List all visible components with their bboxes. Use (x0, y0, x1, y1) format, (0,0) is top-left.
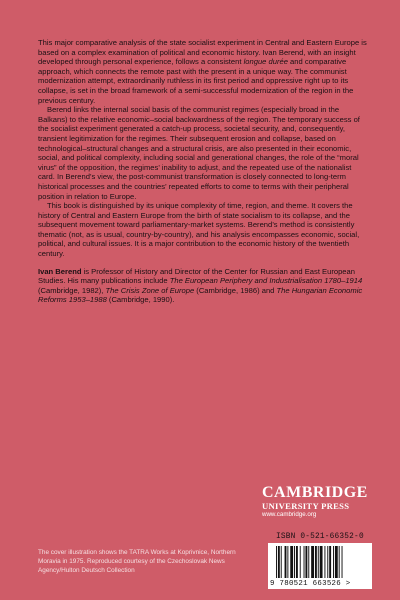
barcode-digits: 9 780521 663526 > (270, 580, 351, 588)
bio-text: (Cambridge, 1990). (106, 295, 175, 305)
blurb-paragraph-2: Berend links the internal social basis of the communist regimes (especially broad in the Balkans) to the relative economic–social backwardness of the region. The temporary success of the socialist experiment generated a catch-up process, societal security, and, consequently, transient legitimization for the regimes. Their subsequent erosion and collapse, based on technological–structural changes and a structural crisis, are also presented in their economic, social, and political complexity, including social and generational changes, the role of the “moral virus” of the opposition, the regimes’ inability to adjust, and the repeated use of the nationalist card. In Berend’s view, the post-communist transformation is closely connected to long-term historical processes and the countries’ repeated efforts to come to terms with their peripheral position in relation to Europe. (38, 105, 360, 201)
blurb-text: This major comparative analysis of the state socialist experiment in Central and Eastern Europe is based on a complex examination of political and economic history. Ivan Berend, with an insight developed through personal experience, follows a consistent (38, 38, 367, 67)
author-name: Ivan Berend (38, 266, 82, 276)
bio-text: (Cambridge, 1986) and (194, 285, 277, 295)
book-title: The Hungarian Economic Reforms 1953–1988 (38, 285, 363, 305)
publisher-url: www.cambridge.org (262, 511, 317, 518)
bio-text: is Professor of History and Director of the Center for Russian and East European Studies. His many publications include (38, 266, 355, 286)
blurb-text: and comparative approach, which connects the remote past with the present in a unique way. The communist modernization attempt, extraordinarily ruthless in its first period and oppressive right up to its collapse, is set in the broad framework of a semi-successful modernization of the region in the previous century. (38, 57, 354, 105)
author-bio (38, 267, 368, 305)
publisher-logo (262, 484, 368, 519)
barcode (268, 543, 372, 589)
publisher-name: CAMBRIDGE (262, 484, 368, 501)
bio-text: (Cambridge, 1982), (38, 285, 106, 295)
book-title: The European Periphery and Industrialisation 1780–1914 (169, 276, 363, 286)
blurb-paragraph-3: This book is distinguished by its unique complexity of time, region, and theme. It covers the history of Central and Eastern Europe from the birth of state socialism to its collapse, and the subsequent movement toward parliamentary-market systems. Berend’s method is consistently thematic (not, as is usual, country-by-country), and his analysis encompasses economic, social, political, and cultural issues. It is a major contribution to the economic history of the twentieth century. (38, 201, 360, 259)
blurb-paragraph-1 (38, 38, 368, 105)
cover-credit: The cover illustration shows the TATRA Works at Koprivnice, Northern Moravia in 1975. Reproduced courtesy of the Czechoslovak News Agency/Hulton Deutsch Collection (38, 549, 236, 574)
isbn-label: ISBN 0-521-66352-0 (276, 533, 364, 541)
publisher-subtitle: UNIVERSITY PRESS (262, 501, 350, 511)
barcode-icon (276, 546, 364, 578)
blurb-italic-term: longue durée (243, 57, 288, 67)
book-title: The Crisis Zone of Europe (105, 285, 195, 295)
back-cover-blurb (38, 38, 368, 305)
